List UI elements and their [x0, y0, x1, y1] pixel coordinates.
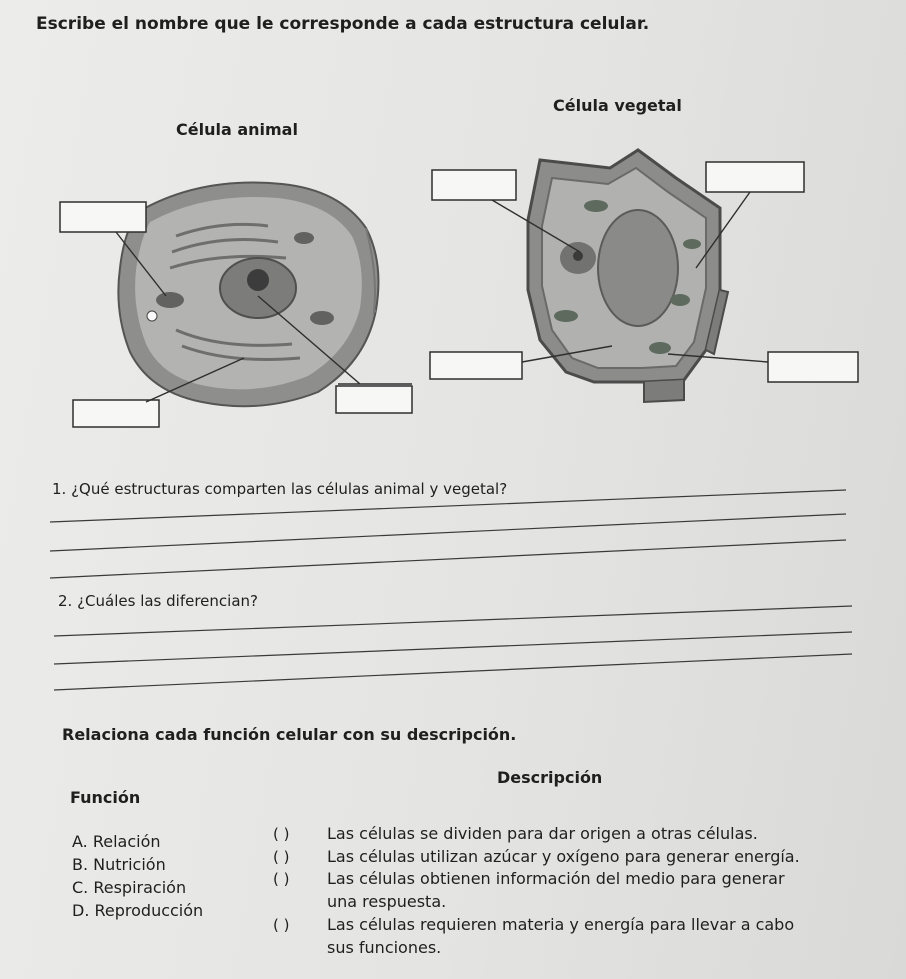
function-a: A. Relación [72, 832, 161, 851]
answer-paren-4[interactable]: ( ) [273, 916, 290, 934]
answer-paren-3[interactable]: ( ) [273, 870, 290, 888]
answer-box-plant-2[interactable] [706, 162, 804, 192]
description-4-cont: sus funciones. [327, 938, 442, 957]
function-b: B. Nutrición [72, 855, 166, 874]
answer-paren-1[interactable]: ( ) [273, 825, 290, 843]
description-3-cont: una respuesta. [327, 892, 447, 911]
description-2: Las células utilizan azúcar y oxígeno para generar energía. [327, 847, 800, 866]
description-1: Las células se dividen para dar origen a otras células. [327, 824, 758, 843]
function-d: D. Reproducción [72, 901, 204, 920]
column-function-header: Función [70, 788, 141, 807]
plant-cell-illustration [528, 150, 728, 402]
question-2: 2. ¿Cuáles las diferencian? [58, 592, 258, 610]
answer-lines [50, 490, 852, 690]
animal-cell-title: Célula animal [176, 120, 298, 139]
answer-box-plant-4[interactable] [768, 352, 858, 382]
plant-cell-title: Célula vegetal [553, 96, 682, 115]
answer-paren-2[interactable]: ( ) [273, 848, 290, 866]
matching-heading: Relaciona cada función celular con su descripción. [62, 725, 517, 744]
description-4: Las células requieren materia y energía para llevar a cabo [327, 915, 795, 934]
answer-box-plant-1[interactable] [432, 170, 516, 200]
instruction-heading: Escribe el nombre que le corresponde a cada estructura celular. [36, 14, 650, 34]
answer-box-plant-3[interactable] [430, 352, 522, 379]
animal-cell-illustration [118, 183, 378, 407]
column-description-header: Descripción [497, 768, 603, 787]
answer-box-animal-3[interactable] [336, 386, 412, 413]
answer-box-animal-1[interactable] [60, 202, 146, 232]
function-c: C. Respiración [72, 878, 187, 897]
question-1: 1. ¿Qué estructuras comparten las células animal y vegetal? [52, 480, 508, 498]
answer-box-animal-2[interactable] [73, 400, 159, 427]
description-3: Las células obtienen información del medio para generar [327, 869, 785, 888]
